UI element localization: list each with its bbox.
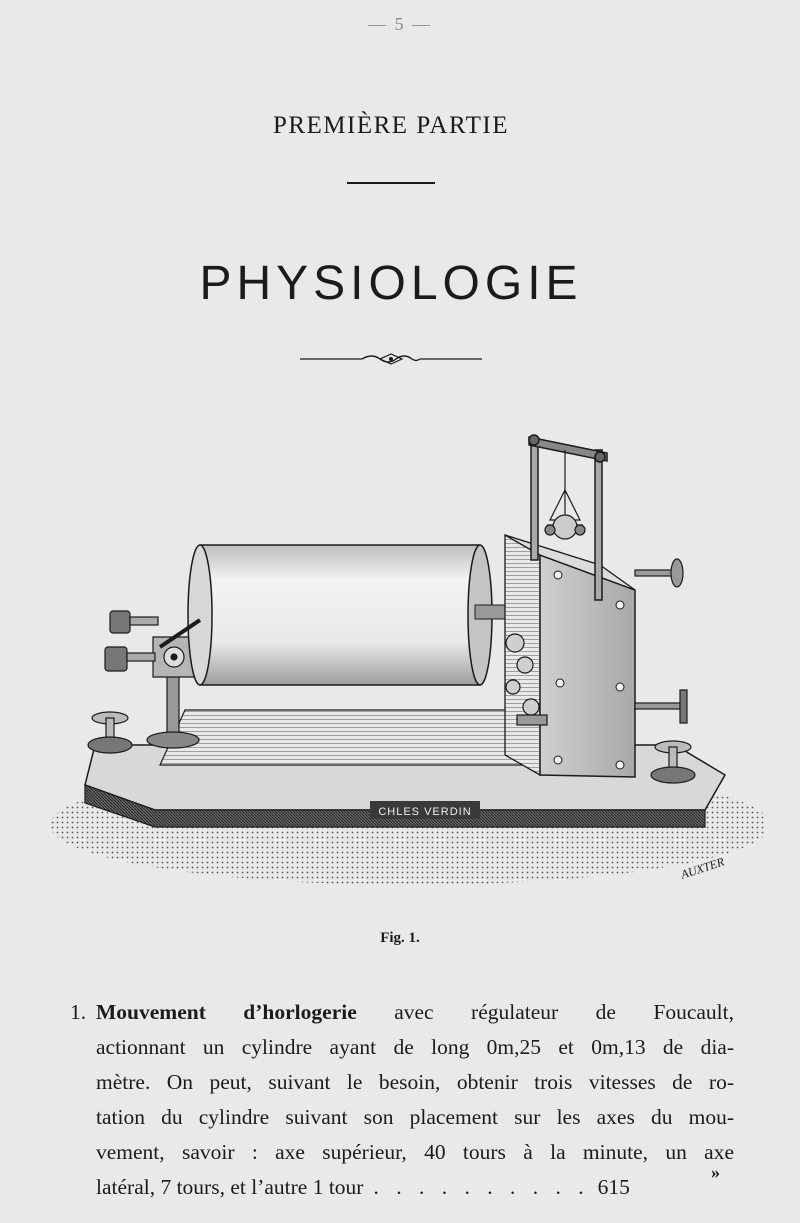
price-mark: » (711, 1162, 720, 1182)
entry-line-6 (70, 1170, 734, 1205)
entry-line-3: mètre. On peut, suivant le besoin, obtenir trois vitesses de ro- (96, 1070, 734, 1094)
entry-name: Mouvement d’horlogerie (96, 1000, 357, 1024)
leader-dots: . . . . . . . . . . (373, 1175, 590, 1199)
entry-line-1 (70, 995, 734, 1030)
apparatus-illustration (35, 415, 765, 895)
entry-price: 615 (597, 1175, 630, 1199)
ornament-divider (300, 352, 482, 366)
engraver-signature: AUXTER (679, 854, 726, 882)
entry-line-6-text: latéral, 7 tours, et l’autre 1 tour (96, 1175, 364, 1199)
entry-line-5: vement, savoir : axe supérieur, 40 tours à la minute, un axe (96, 1140, 734, 1164)
section-title: PHYSIOLOGIE (199, 257, 583, 310)
catalog-entry (70, 995, 734, 1205)
entry-line-2: actionnant un cylindre ayant de long 0m,25 et 0m,13 de dia- (96, 1035, 734, 1059)
entry-line-4: tation du cylindre suivant son placement sur les axes du mou- (96, 1105, 734, 1129)
maker-plate: CHLES VERDIN (378, 806, 472, 818)
part-title: PREMIÈRE PARTIE (272, 112, 510, 139)
entry-number: 1. (70, 1000, 87, 1024)
entry-line-1-rest: avec régulateur de Foucault, (394, 1000, 734, 1024)
title-rule (347, 182, 435, 184)
figure-caption: Fig. 1. (380, 930, 420, 946)
page-folio: — 5 — (368, 14, 432, 34)
